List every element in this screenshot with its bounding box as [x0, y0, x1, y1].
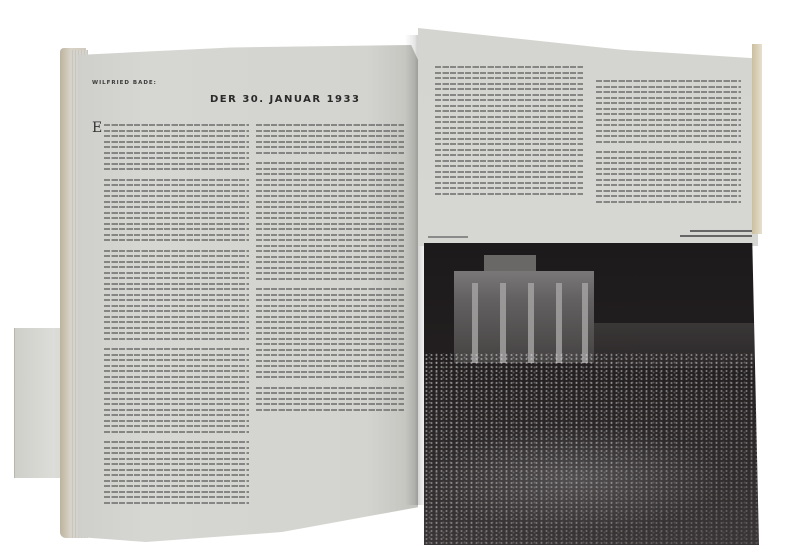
- gate-column: [582, 283, 588, 363]
- left-page-column-2: [256, 124, 404, 414]
- text-line: [256, 234, 404, 236]
- text-line: [104, 184, 249, 186]
- text-line: [104, 190, 249, 192]
- text-line: [435, 149, 583, 151]
- text-line: [104, 168, 249, 170]
- text-line: [104, 452, 249, 454]
- text-line: [256, 299, 404, 301]
- text-line: [104, 441, 249, 443]
- text-line: [256, 272, 404, 274]
- text-line: [256, 239, 404, 241]
- text-line: [104, 179, 249, 181]
- text-line: [256, 349, 404, 351]
- text-line: [256, 365, 404, 367]
- text-line: [256, 173, 404, 175]
- text-line: [256, 168, 404, 170]
- text-line: [104, 338, 249, 340]
- text-line: [104, 228, 249, 230]
- drop-cap: E: [92, 120, 103, 136]
- text-line: [256, 195, 404, 197]
- text-line: [256, 261, 404, 263]
- text-line: [104, 234, 249, 236]
- text-line: [596, 113, 741, 115]
- text-line: [104, 141, 249, 143]
- text-line: [256, 141, 404, 143]
- text-line: [104, 409, 249, 411]
- text-line: [256, 228, 404, 230]
- text-line: [104, 381, 249, 383]
- text-line: [104, 502, 249, 504]
- text-line: [596, 201, 741, 203]
- text-line: [596, 108, 741, 110]
- text-line: [435, 138, 583, 140]
- text-line: [256, 135, 404, 137]
- text-line: [104, 163, 249, 165]
- text-line: [435, 121, 583, 123]
- text-line: [256, 305, 404, 307]
- text-line: [104, 480, 249, 482]
- text-line: [104, 201, 249, 203]
- text-line: [256, 327, 404, 329]
- text-line: [256, 316, 404, 318]
- text-line: [104, 447, 249, 449]
- text-line: [256, 179, 404, 181]
- text-line: [104, 458, 249, 460]
- text-line: [256, 332, 404, 334]
- text-line: [435, 94, 583, 96]
- text-line: [256, 343, 404, 345]
- text-line: [104, 348, 249, 350]
- text-line: [104, 146, 249, 148]
- text-line: [596, 91, 741, 93]
- article-headline: DER 30. JANUAR 1933: [210, 94, 361, 105]
- text-line: [104, 463, 249, 465]
- text-line: [596, 173, 741, 175]
- text-line: [256, 294, 404, 296]
- text-line: [435, 99, 583, 101]
- text-line: [104, 370, 249, 372]
- text-line: [596, 86, 741, 88]
- right-page-edge: [752, 44, 762, 234]
- text-line: [435, 77, 583, 79]
- text-line: [435, 116, 583, 118]
- text-line: [256, 310, 404, 312]
- text-line: [596, 141, 741, 143]
- text-line: [256, 392, 404, 394]
- gate-column: [500, 283, 506, 363]
- text-line: [256, 338, 404, 340]
- text-line: [256, 409, 404, 411]
- text-line: [104, 398, 249, 400]
- text-line: [596, 195, 741, 197]
- text-line: [256, 321, 404, 323]
- text-line: [596, 135, 741, 137]
- text-line: [104, 250, 249, 252]
- text-line: [596, 97, 741, 99]
- text-line: [104, 403, 249, 405]
- text-line: [435, 165, 583, 167]
- text-line: [256, 201, 404, 203]
- text-line: [596, 168, 741, 170]
- text-line: [256, 267, 404, 269]
- text-line: [256, 403, 404, 405]
- text-line: [596, 151, 741, 153]
- text-line: [256, 206, 404, 208]
- text-line: [104, 255, 249, 257]
- text-line: [104, 310, 249, 312]
- text-line: [104, 206, 249, 208]
- text-line: [596, 184, 741, 186]
- text-line: [104, 266, 249, 268]
- text-line: [104, 239, 249, 241]
- text-line: [596, 179, 741, 181]
- text-line: [435, 66, 583, 68]
- torchlight-parade-photo: [424, 243, 759, 545]
- text-line: [104, 321, 249, 323]
- text-line: [256, 152, 404, 154]
- text-line: [104, 354, 249, 356]
- text-line: [256, 398, 404, 400]
- text-line: [435, 193, 583, 195]
- text-line: [104, 365, 249, 367]
- gate-quadriga: [484, 255, 536, 271]
- text-line: [104, 294, 249, 296]
- text-line: [256, 354, 404, 356]
- text-line: [435, 187, 583, 189]
- right-page-column-2: [596, 80, 741, 206]
- text-line: [435, 143, 583, 145]
- text-line: [256, 146, 404, 148]
- text-line: [435, 88, 583, 90]
- torchlight-crowd: [424, 353, 759, 545]
- text-line: [104, 157, 249, 159]
- text-line: [596, 124, 741, 126]
- text-line: [104, 327, 249, 329]
- photo-caption: [672, 230, 752, 237]
- text-line: [104, 414, 249, 416]
- text-line: [104, 474, 249, 476]
- text-line: [104, 124, 249, 126]
- text-line: [435, 110, 583, 112]
- text-line: [104, 152, 249, 154]
- text-line: [596, 119, 741, 121]
- text-line: [104, 376, 249, 378]
- text-line: [256, 256, 404, 258]
- text-line: [256, 162, 404, 164]
- text-line: [104, 485, 249, 487]
- text-line: [596, 130, 741, 132]
- text-line: [596, 80, 741, 82]
- text-line: [256, 223, 404, 225]
- text-line: [435, 127, 583, 129]
- text-line: [104, 420, 249, 422]
- left-page-column-1: [104, 124, 249, 507]
- text-line: [104, 332, 249, 334]
- text-line: [256, 278, 404, 280]
- text-line: [256, 288, 404, 290]
- text-line: [104, 283, 249, 285]
- text-line: [104, 272, 249, 274]
- text-line: [104, 261, 249, 263]
- text-line: [435, 72, 583, 74]
- text-line: [104, 223, 249, 225]
- photo-credit: [428, 235, 468, 239]
- text-line: [256, 130, 404, 132]
- text-line: [256, 387, 404, 389]
- text-line: [256, 190, 404, 192]
- text-line: [435, 83, 583, 85]
- text-line: [104, 299, 249, 301]
- text-line: [104, 195, 249, 197]
- text-line: [256, 217, 404, 219]
- text-line: [435, 105, 583, 107]
- text-line: [596, 190, 741, 192]
- text-line: [104, 359, 249, 361]
- text-line: [104, 469, 249, 471]
- text-line: [596, 102, 741, 104]
- text-line: [256, 124, 404, 126]
- text-line: [104, 316, 249, 318]
- text-line: [256, 360, 404, 362]
- text-line: [256, 212, 404, 214]
- text-line: [104, 425, 249, 427]
- right-page-column-1: [435, 66, 583, 198]
- text-line: [104, 305, 249, 307]
- author-line: WILFRIED BADE:: [92, 80, 157, 86]
- text-line: [104, 431, 249, 433]
- text-line: [104, 496, 249, 498]
- text-line: [435, 182, 583, 184]
- text-line: [104, 491, 249, 493]
- text-line: [435, 132, 583, 134]
- text-line: [104, 288, 249, 290]
- text-line: [435, 176, 583, 178]
- text-line: [256, 371, 404, 373]
- text-line: [104, 135, 249, 137]
- text-line: [104, 217, 249, 219]
- text-line: [256, 250, 404, 252]
- text-line: [104, 212, 249, 214]
- text-line: [435, 154, 583, 156]
- text-line: [104, 277, 249, 279]
- text-line: [435, 160, 583, 162]
- text-line: [256, 376, 404, 378]
- text-line: [104, 130, 249, 132]
- text-line: [256, 245, 404, 247]
- gate-column: [472, 283, 478, 363]
- text-line: [256, 184, 404, 186]
- text-line: [435, 171, 583, 173]
- gate-column: [556, 283, 562, 363]
- text-line: [104, 387, 249, 389]
- text-line: [104, 392, 249, 394]
- text-line: [596, 162, 741, 164]
- text-line: [596, 157, 741, 159]
- gate-column: [528, 283, 534, 363]
